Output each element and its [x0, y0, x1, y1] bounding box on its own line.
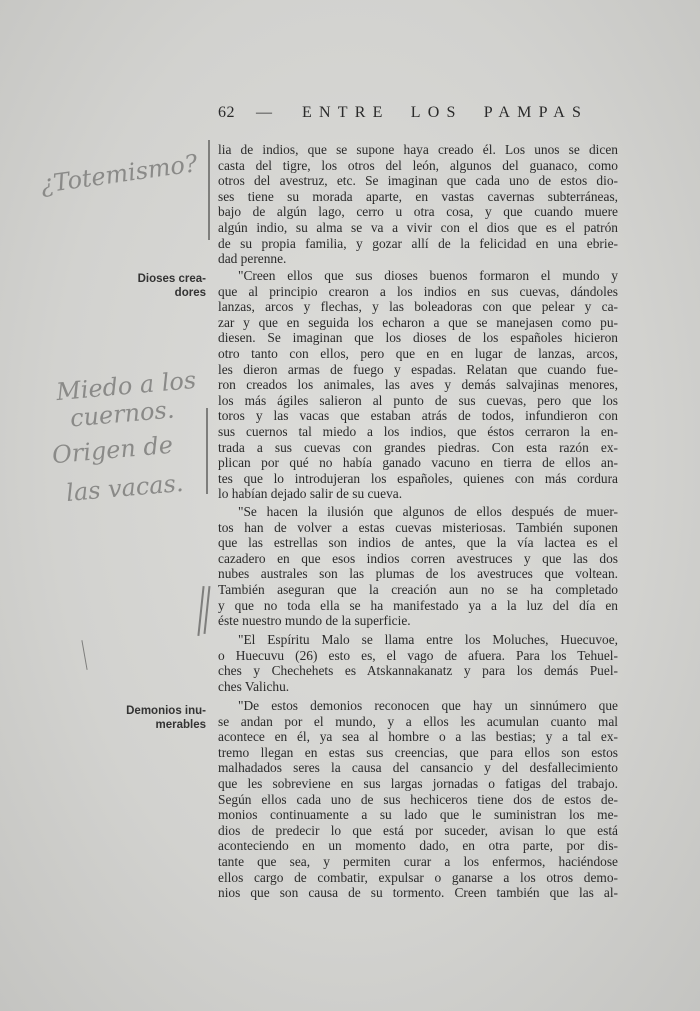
pencil-margin-line [81, 640, 87, 670]
text-line: ches Valichu. [218, 678, 290, 694]
side-note-line: merables [155, 719, 206, 731]
handwritten-note-line: cuernos. [68, 395, 176, 433]
text-line: "El Espíritu Malo se llama entre los Moluches, Huecuvoe, [238, 632, 618, 647]
text-line: Según ellos cada uno de sus hechiceros tiene dos de estos de- [218, 791, 618, 807]
text-line: que al principio crearon a los indios en sus cuevas, dándoles [218, 283, 618, 299]
handwritten-note-line: las vacas. [65, 468, 185, 508]
text-line: "Se hacen la ilusión que algunos de ellos después de muer- [238, 504, 618, 519]
text-line: tos han de volver a estas cuevas misteriosas. También suponen [218, 519, 618, 535]
text-line: plican por qué no había ganado vacuno en tierra de ellos an- [218, 455, 618, 471]
text-line: ellos cargo de combatir, expulsar o ganarse a los otros demo- [218, 869, 618, 885]
paragraph-2 [218, 268, 618, 502]
text-line: tante que sea, y permiten curar a los enfermos, haciéndose [218, 853, 618, 869]
text-line: zar y que en seguida los echaron a que se manejasen como pu- [218, 314, 618, 330]
text-line: sus cuernos tal miedo a los indios, que éstos cerraron la en- [218, 423, 618, 439]
text-line: algún indio, su alma se va a vivir con el dios que es el patrón [218, 219, 618, 235]
text-line: ses tiene su morada aparte, en vastas cavernas subterráneas, [218, 188, 618, 204]
paragraph-4 [218, 632, 618, 694]
side-note-line: Dioses crea- [137, 273, 206, 285]
text-line: nubes australes son las plumas de los avestruces que voltean. [218, 566, 618, 582]
text-line: acontece en él, ya sea al hombre o a las bestias; y a tal ex- [218, 729, 618, 745]
text-line: bajo de algún lago, cerro u otra cosa, y que cuando muere [218, 204, 618, 220]
text-line: malhadados seres la causa del cansancio y del desfallecimiento [218, 760, 618, 776]
text-line: que les sobreviene en sus largas jornadas o fatigas del trabajo. [218, 775, 618, 791]
text-line: ches y Chechehets es Atskannakanatz y para los demás Puel- [218, 663, 618, 679]
side-note-line: Demonios inu- [126, 705, 206, 717]
text-line: También aseguran que la creación aun no se ha completado [218, 581, 618, 597]
text-line: lanzas, arcos y flechas, y las boleadoras con que pelear y ca- [218, 299, 618, 315]
paragraph-3 [218, 504, 618, 629]
text-line: dad perenne. [218, 251, 287, 267]
pencil-margin-line [208, 140, 210, 240]
text-line: casta del tigre, los otros del león, algunos del guanaco, como [218, 157, 618, 173]
text-line: tremo llegan en estas sus creencias, que para ellos son estos [218, 744, 618, 760]
text-line: los más ágiles salieron al punto de sus cuevas, pero que los [218, 392, 618, 408]
text-line: toros y las vacas que estaban atrás de todos, infundieron con [218, 408, 618, 424]
handwritten-note-line: Miedo a los [55, 365, 198, 407]
text-line: cazadero en que esos indios corren avestruces y que las dos [218, 550, 618, 566]
text-line: trada a sus cuevas con grandes piedras. Con esta razón ex- [218, 439, 618, 455]
page-header [218, 104, 618, 128]
text-line: tes que lo introdujeran los españoles, quienes con más cordura [218, 470, 618, 486]
text-line: dios de predecir lo que está por suceder, avisan lo que está [218, 822, 618, 838]
handwritten-note-line: Origen de [51, 430, 175, 470]
paragraph-1 [218, 142, 618, 267]
side-note-demonios [94, 704, 206, 732]
text-line: que las estrellas son indios de antes, que la vía lactea es el [218, 535, 618, 551]
text-line: "Creen ellos que sus dioses buenos formaron el mundo y [238, 268, 618, 283]
page-number: 62 [218, 104, 235, 121]
text-line: monios continuamente a su lado que le suministran los me- [218, 807, 618, 823]
text-line: otro tanto con ellos, pero que en en lugar de lanzas, arcos, [218, 345, 618, 361]
text-line: lia de indios, que se supone haya creado él. Los unos se dicen [218, 142, 618, 157]
text-line: de su propia familia, y gozar allí de la felicidad en una ebrie- [218, 235, 618, 251]
text-line: diesen. Se imaginan que los dioses de los españoles hicieron [218, 330, 618, 346]
text-line: nios que son causa de su tormento. Creen también que las al- [218, 885, 618, 901]
paragraph-5 [218, 698, 618, 901]
header-dash: — [256, 104, 273, 121]
text-line: ron creados los animales, las aves y demás salvajinas menores, [218, 377, 618, 393]
text-line: se andan por el mundo, y a ellos les acumulan cuanto mal [218, 713, 618, 729]
pencil-margin-line [203, 586, 210, 634]
pencil-margin-line [206, 408, 208, 494]
running-title: ENTRE LOS PAMPAS [302, 104, 589, 121]
text-line: éste nuestro mundo de la superficie. [218, 613, 411, 629]
text-line: otros del avestruz, etc. Se imaginan que cada uno de estos dio- [218, 173, 618, 189]
side-note-line: dores [174, 287, 206, 299]
text-line: "De estos demonios reconocen que hay un sinnúmero que [238, 698, 618, 713]
text-line: aconteciendo en un momento dado, en otra parte, por dis- [218, 838, 618, 854]
text-line: lo habían dejado salir de su cueva. [218, 486, 403, 502]
text-line: y que no toda ella se ha manifestado ya a la luz del día en [218, 597, 618, 613]
handwritten-note-totemismo: ¿Totemismo? [38, 149, 200, 199]
side-note-dioses [100, 272, 206, 300]
text-line: o Huecuvu (26) esto es, el vago de afuera. Para los Tehuel- [218, 647, 618, 663]
text-line: les dieron armas de fuego y espadas. Relatan que cuando fue- [218, 361, 618, 377]
